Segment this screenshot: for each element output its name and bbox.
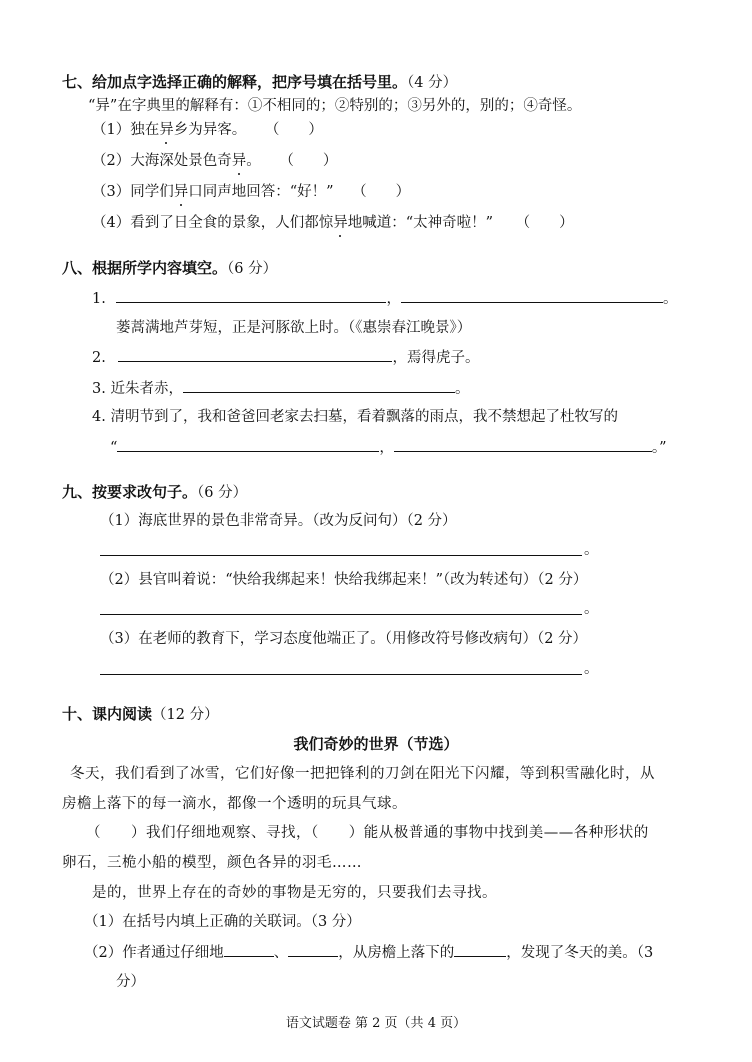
passage-title-row (0, 734, 752, 755)
page-footer: 语文试题卷 第 2 页（共 4 页） (285, 1016, 467, 1031)
blank-paren-2[interactable]: （ ） (311, 825, 364, 841)
section-7-item-2: （2）大海深处景色奇异。 （ ） (92, 153, 338, 169)
passage-p3: 是的，世界上存在的奇妙的事物是无穷的，只要我们去寻找。 (92, 885, 497, 901)
section-9-score: （6 分） (197, 485, 248, 501)
fill-item-4: 4. 清明节到了，我和爸爸回老家去扫墓，看着飘落的雨点，我不禁想起了杜牧写的 (92, 409, 618, 425)
passage-p2-line2: 卵石，三桅小船的模型，颜色各异的羽毛…… (62, 855, 362, 871)
dotted-char: 异 (173, 184, 189, 200)
passage-p1-line1: 冬天，我们看到了冰雪，它们好像一把把锋利的刀剑在阳光下闪耀，等到积雪融化时，从 (70, 766, 655, 782)
answer-line-end: 。 (584, 661, 599, 677)
fill-blank[interactable] (454, 942, 506, 957)
passage-p2-line1: （ ）我们仔细地观察、寻找，（ ）能从极普通的事物中找到美——各种形状的 (86, 825, 649, 841)
dotted-char: 异 (333, 215, 348, 231)
section-9-heading (62, 482, 247, 503)
section-10-title: 十、课内阅读 (62, 705, 153, 723)
fill-blank[interactable] (118, 347, 392, 362)
fill-blank[interactable] (401, 288, 663, 303)
section-7-heading (62, 72, 457, 93)
fill-blank[interactable] (117, 437, 379, 452)
section-10-heading (62, 704, 219, 725)
answer-line[interactable] (100, 674, 582, 675)
fill-blank[interactable] (116, 288, 386, 303)
answer-paren[interactable]: （ ） (352, 184, 411, 200)
section-9-title: 九、按要求改句子。 (62, 483, 198, 501)
answer-line-end: 。 (584, 601, 599, 617)
rewrite-question-3: （3）在老师的教育下，学习态度他端正了。（用修改符号修改病句）（2 分） (100, 631, 588, 647)
reading-question-1: （1）在括号内填上正确的关联词。（3 分） (84, 914, 361, 930)
rewrite-question-2: （2）县官叫着说：“快给我绑起来！快给我绑起来！”（改为转述句）（2 分） (100, 572, 588, 588)
section-10-score: （12 分） (152, 707, 219, 723)
fill-blank[interactable] (288, 942, 338, 957)
answer-paren[interactable]: （ ） (279, 153, 338, 169)
section-8-heading (62, 258, 277, 279)
dotted-char: 异 (159, 122, 174, 138)
fill-item-4-line2: “ ， 。” (110, 437, 667, 458)
reading-question-2: （2）作者通过仔细地 、 ，从房檐上落下的 ，发现了冬天的美。（3 (84, 942, 653, 963)
section-7-score: （4 分） (407, 75, 458, 91)
section-7-item-1: （1）独在异乡为异客。 （ ） (92, 122, 323, 138)
section-7-item-4: （4）看到了日全食的景象，人们都惊异地喊道：“太神奇啦！” （ ） (92, 215, 574, 231)
section-8-score: （6 分） (227, 261, 278, 277)
answer-line[interactable] (100, 555, 582, 556)
fill-item-2: 2. ，焉得虎子。 (92, 347, 479, 368)
blank-paren-1[interactable]: （ ） (86, 825, 146, 841)
fill-blank[interactable] (394, 437, 652, 452)
fill-item-3: 3. 近朱者赤， 。 (92, 378, 469, 399)
passage-p1-line2: 房檐上落下的每一滴水，都像一个透明的玩具气球。 (62, 796, 407, 812)
answer-paren[interactable]: （ ） (515, 215, 574, 231)
answer-line-end: 。 (584, 542, 599, 558)
section-7-item-3: （3）同学们异口同声地回答：“好！” （ ） (92, 184, 411, 200)
section-7-title: 七、给加点字选择正确的解释，把序号填在括号里。 (62, 73, 408, 91)
fill-item-1: 1. ， 。 (92, 288, 677, 309)
section-8-title: 八、根据所学内容填空。 (62, 259, 228, 277)
dotted-char: 异 (231, 153, 247, 169)
passage-title: 我们奇妙的世界（节选） (293, 735, 459, 753)
answer-line[interactable] (100, 614, 582, 615)
fill-blank[interactable] (224, 942, 274, 957)
reading-question-2-cont: 分） (116, 974, 145, 990)
section-7-intro: “异”在字典里的解释有：①不相同的；②特别的；③另外的，别的；④奇怪。 (88, 98, 582, 114)
rewrite-question-1: （1）海底世界的景色非常奇异。（改为反问句）（2 分） (100, 513, 457, 529)
answer-paren[interactable]: （ ） (264, 122, 323, 138)
fill-blank[interactable] (183, 378, 455, 393)
fill-item-1-line2: 蒌蒿满地芦芽短，正是河豚欲上时。（《惠崇春江晚景》） (116, 320, 472, 336)
